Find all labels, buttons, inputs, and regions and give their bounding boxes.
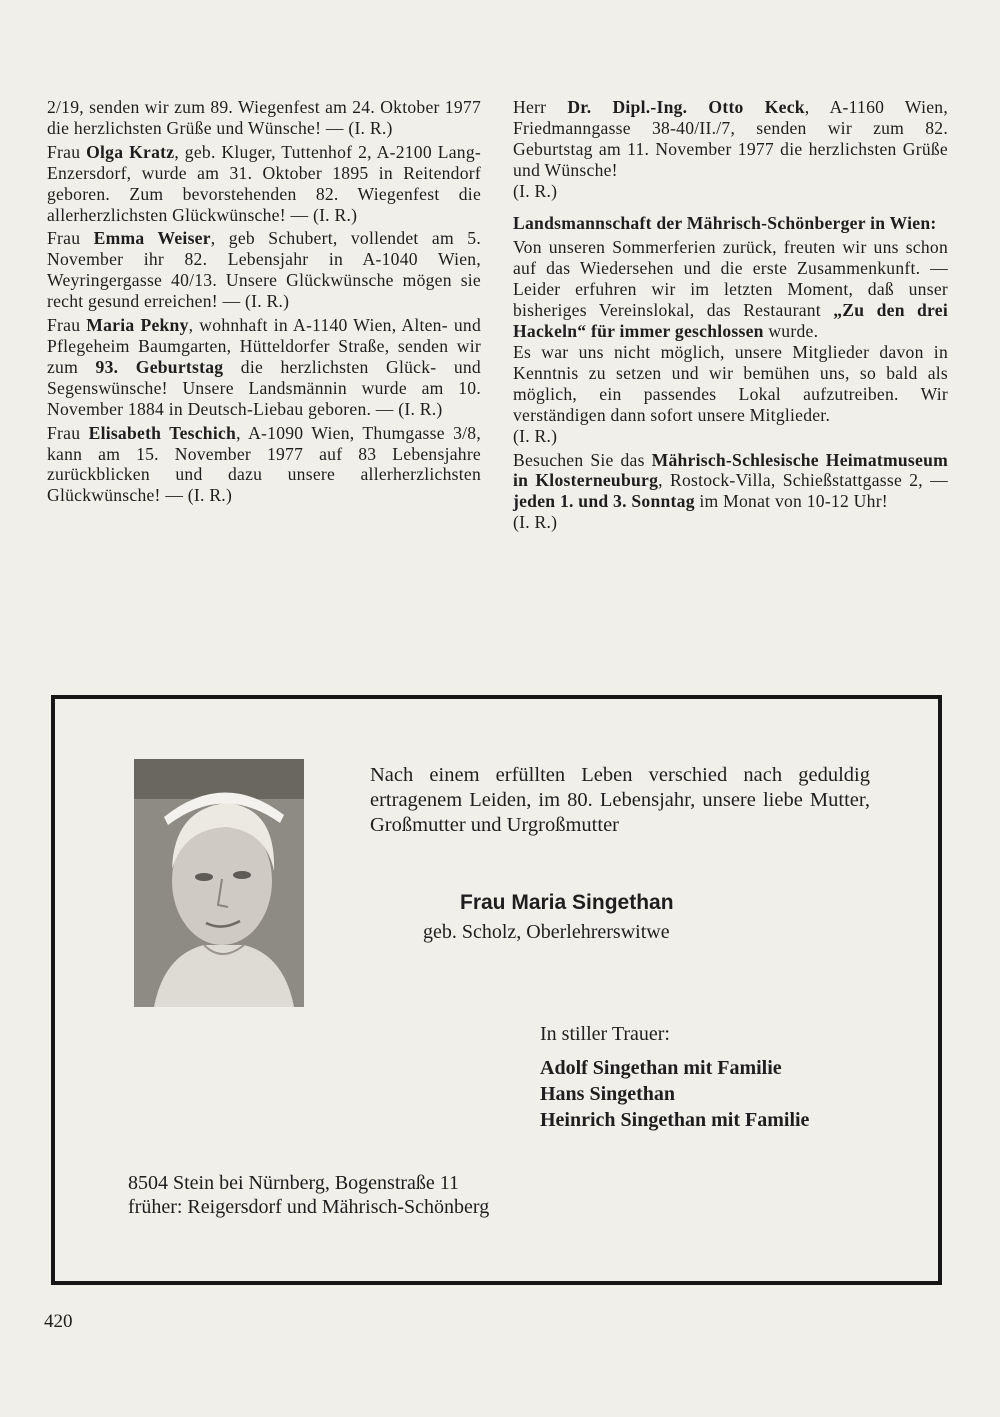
section-heading: Landsmannschaft der Mährisch-Schönberger in Wien: — [513, 212, 937, 233]
birthday-notice-emma-weiser: Frau Emma Weiser, geb Schubert, vollendet am 5. November ihr 82. Lebensjahr in A-1040 Wien, Weyringergasse 40/13. Unsere Glückwünsche mögen sie recht gesund erreichen! — (I. R.) — [47, 228, 481, 312]
address-line: 8504 Stein bei Nürnberg, Bogenstraße 11 — [128, 1172, 460, 1194]
signature: (I. R.) — [513, 512, 558, 533]
portrait-photo — [134, 759, 304, 1007]
person-name: Dr. Dipl.-Ing. Otto Keck — [567, 97, 805, 117]
obituary-notice — [51, 695, 942, 1285]
signature: (I. R.) — [513, 425, 558, 446]
birthday-notice-elisabeth-teschich: Frau Elisabeth Teschich, A-1090 Wien, Thumgasse 3/8, kann am 15. November 1977 auf 83 Lebensjahre zurückblicken und dazu unsere allerherzlichsten Glückwünsche! — (I. R.) — [47, 422, 481, 506]
former-address-line: früher: Reigersdorf und Mährisch-Schönberg — [128, 1196, 490, 1218]
deceased-name: Frau Maria Singethan — [460, 891, 674, 914]
portrait-illustration — [134, 759, 304, 1007]
birthday-notice-maria-pekny: Frau Maria Pekny, wohnhaft in A-1140 Wien, Alten- und Pflegeheim Baumgarten, Hütteldorfer Straße, senden wir zum 93. Geburtstag die herzlichsten Glück- und Segenswünsche! Unsere Landsmännin wurde am 10. November 1884 in Deutsch-Liebau geboren. — (I. R.) — [47, 315, 481, 419]
birthday-notice-1: 2/19, senden wir zum 89. Wiegenfest am 24. Oktober 1977 die herzlichsten Grüße und Wünsche! — (I. R.) — [47, 97, 481, 138]
family-name: Hans Singethan — [540, 1083, 676, 1105]
family-name: Heinrich Singethan mit Familie — [540, 1109, 810, 1131]
association-notice: Von unseren Sommerferien zurück, freuten wir uns schon auf das Wiedersehen und die erste Zusammenkunft. — Leider erfuhren wir im letzten Moment, daß unser bisheriges Vereinslokal, das Restaurant „Zu den drei Hackeln“ für immer geschlossen wurde. — [513, 237, 948, 342]
mourning-label: In stiller Trauer: — [540, 1023, 670, 1045]
association-notice-2: Es war uns nicht möglich, unsere Mitglieder davon in Kenntnis zu setzen und wir bemühen uns, so bald als möglich, ein passendes Lokal aufzutreiben. Wir verständigen dann sofort unsere Mitglieder. (I. R.) — [513, 341, 948, 446]
person-name: Olga Kratz — [86, 141, 175, 162]
person-name: Emma Weiser — [93, 228, 211, 249]
mourners — [540, 1021, 920, 1133]
obituary-announcement: Nach einem erfüllten Leben verschied nach geduldig ertragenem Leiden, im 80. Lebensjahr, unsere liebe Mutter, Großmutter und Urgroßmutter — [370, 764, 870, 836]
family-address — [128, 1171, 828, 1219]
person-name: Maria Pekny — [86, 315, 189, 336]
birthday-notice-otto-keck: Herr Dr. Dipl.-Ing. Otto Keck, A-1160 Wien, Friedmanngasse 38-40/II./7, senden wir zum 82. Geburtstag am 11. November 1977 die herzlichsten Grüße und Wünsche! (I. R.) — [513, 97, 948, 201]
museum-notice: Besuchen Sie das Mährisch-Schlesische Heimatmuseum in Klosterneuburg, Rostock-Villa, Schießstattgasse 2, — jeden 1. und 3. Sonntag im Monat von 10-12 Uhr! (I. R.) — [513, 449, 949, 533]
right-column — [513, 97, 948, 536]
maiden-name: geb. Scholz, Oberlehrerswitwe — [423, 921, 670, 943]
birthday-notice-olga-kratz: Frau Olga Kratz, geb. Kluger, Tuttenhof 2, A-2100 Lang-Enzersdorf, wurde am 31. Oktober 1895 in Reitendorf geboren. Zum bevorstehenden 82. Wiegenfest die allerherzlichsten Glückwünsche! — (I. R.) — [47, 141, 481, 225]
left-column — [47, 97, 481, 509]
signature: (I. R.) — [513, 180, 558, 201]
person-name: Elisabeth Teschich — [88, 422, 237, 443]
page-number: 420 — [44, 1311, 73, 1332]
family-name: Adolf Singethan mit Familie — [540, 1057, 782, 1079]
